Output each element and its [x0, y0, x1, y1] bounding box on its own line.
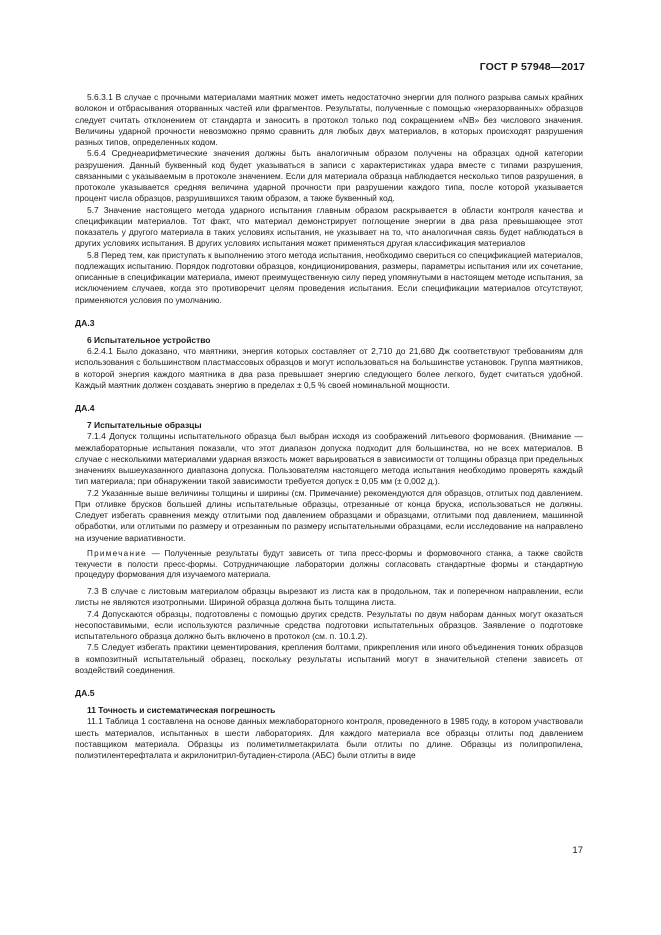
section-heading-7: 7 Испытательные образцы — [87, 420, 202, 430]
document-code: ГОСТ Р 57948—2017 — [479, 61, 585, 73]
document-body — [75, 92, 583, 761]
paragraph-5-7: 5.7 Значение настоящего метода ударного испытания главным образом раскрывается в области контроля качества и спецификации материалов. Тот факт, что материал демонстрирует поглощение энергии в два раза превышающее этот показатель у другого материала в таких условиях испытания, не указывает на то, что аналогичная связь будет наблюдаться в других условиях испытания. В других условиях испытания может применяться другая классификация материалов — [75, 204, 583, 249]
note — [75, 549, 583, 581]
paragraph-5-6-4: 5.6.4 Среднеарифметические значения должны быть аналогичным образом получены на образцах одной категории разрушения. Данный буквенный код будет указываться в записи с характеристиках удара вместе с типами разрушения, связанными с указываемым в протоколе значением. Если для материала образца наблюдается несколько типов разрушения, в протоколе указывается средняя величина ударной прочности при разрушении каждого типа, после которой указывается процент числа образцов, разрушившихся таким образом, а также буквенный код. — [75, 148, 583, 204]
paragraph-7-1-4: 7.1.4 Допуск толщины испытательного образца был выбран исходя из соображений литьевого формования. (Внимание — межлабораторные испытания показали, что этот диапазон допуска подходит для большинства, но не всех материалов. В случае с несколькими материалами ударная вязкость может варьироваться в зависимости от толщины образца при предельных значениях вышеуказанного диапазона допуска. Пользователям настоящего метода испытания необходимо проверять каждый тип материала; при обнаружении такой зависимости требуется допуск ± 0,05 мм (± 0,002 д.). — [75, 431, 583, 487]
paragraph-7-5: 7.5 Следует избегать практики цементирования, крепления болтами, прикрепления или иного объединения тонких образцов в композитный испытательный образец, поскольку результаты испытаний могут в значительной степени зависеть от воздействий соединения. — [75, 642, 583, 675]
section-label-da4: ДА.4 — [75, 403, 95, 413]
paragraph-5-8: 5.8 Перед тем, как приступать к выполнению этого метода испытания, необходимо свериться со спецификацией материалов, подлежащих испытанию. Порядок подготовки образцов, кондиционирования, размеры, параметры испытания или их сочетание, описанные в спецификации материала, имеют преимущественную силу перед упомянутыми в настоящем методе испытания, за исключением случаев, когда это противоречит целям проведения испытания. Если спецификации материалов отсутствуют, применяются условия по умолчанию. — [75, 249, 583, 305]
section-label-da3: ДА.3 — [75, 317, 95, 328]
paragraph-11-1: 11.1 Таблица 1 составлена на основе данных межлабораторного контроля, проведенного в 1985 году, в котором участвовали шесть материалов, испытанных в шести лабораториях. Для каждого материала все образцы отлиты под давлением поставщиком материала. Образцы из полиметилметакрилата были отлиты по длине. Образцы из полипропилена, полиэтилентерефталата и акрилонитрил-бутадиен-стирола (АБС) были отлиты в виде — [75, 716, 583, 761]
section-heading-6: 6 Испытательное устройство — [87, 334, 211, 345]
paragraph-7-4: 7.4 Допускаются образцы, подготовлены с помощью других средств. Результаты по двум наборам данных могут оказаться несопоставимыми, если используются различные средства подготовки испытательных образцов. Заявление о подготовке испытательного образца должно быть включено в протокол (см. п. 10.1.2). — [75, 608, 583, 642]
section-label-da5: ДА.5 — [75, 688, 95, 699]
paragraph-7-3: 7.3 В случае с листовым материалом образцы вырезают из листа как в продольном, так и поперечном направлении, если листы не являются изотропными. Шириной образца должна быть толщина листа. — [75, 586, 583, 608]
note-text: — Полученные результаты будут зависеть от типа пресс-формы и формовочного станка, а также свойств текучести в полости пресс-формы. Сотрудничающие лаборатории должны согласовать стандартные формы и стандартную процедуру формования для изучаемого материала. — [75, 548, 583, 580]
section-heading-11: 11 Точность и систематическая погрешность — [87, 705, 276, 716]
paragraph-7-2: 7.2 Указанные выше величины толщины и ширины (см. Примечание) рекомендуются для образцов, отлитых под давлением. При отливке брусков большей длины испытательные образцы, отрезанные от конца бруска, использоваться не должны. Следует избегать сравнения между отлитыми под давлением образцами и образцами, отлитыми под давлением, машинной обработки, или отлитыми по размеру и отрезанным по размеру испытательными образцами, если исследование на направлено на изучение вариативности. — [75, 487, 583, 543]
note-label: Примечание — [87, 548, 147, 558]
paragraph-6-2-4-1: 6.2.4.1 Было доказано, что маятники, энергия которых составляет от 2,710 до 21,680 Дж соответствуют требованиям для использования с большинством пластмассовых образцов и могут использоваться на большинстве установок. Группа маятников, в которой энергия каждого маятника в два раза превышает энергию следующего более легкого, будет считаться удобной. Каждый маятник должен создавать энергию в пределах ± 0,5 % своей номинальной мощности. — [75, 346, 583, 390]
paragraph-5-6-3-1: 5.6.3.1 В случае с прочными материалами маятник может иметь недостаточно энергии для полного разрыва самых крайних волокон и отбрасывания оторванных частей или фрагментов. Результаты, полученные с помощью «неразорванных» образцов следует считать отклонением от стандарта и заносить в протокол только под сокращением «NB» без числового значения. Величины ударной прочности невозможно прямо сравнить для любых двух материалов, в которых происходят разрушения разных типов, определенных кодом. — [75, 92, 583, 147]
page-number: 17 — [572, 845, 583, 856]
